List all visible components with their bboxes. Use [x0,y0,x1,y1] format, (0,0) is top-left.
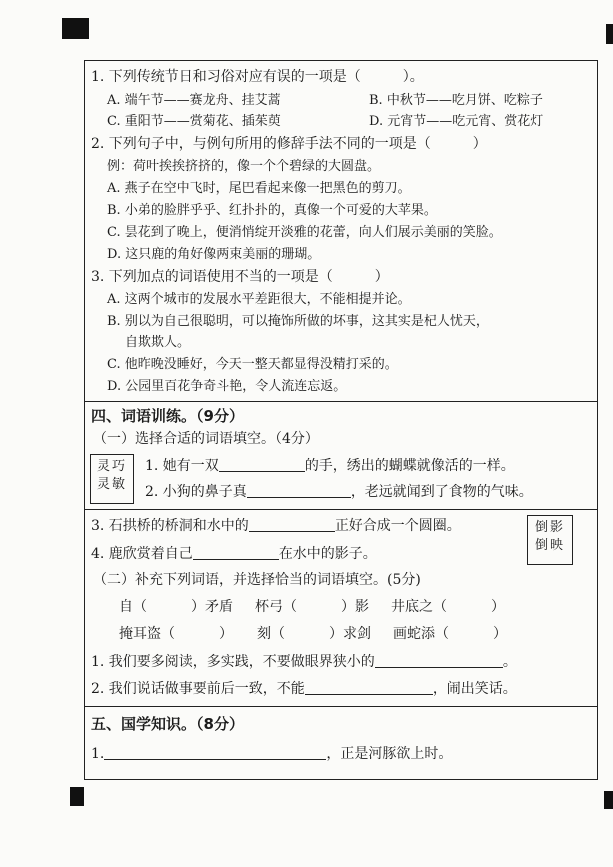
q3-stem: 3. 下列加点的词语使用不当的一项是（ ） [91,269,389,285]
poem-line-1: 1. ，正是河豚欲上时。 [91,746,453,762]
word-choice-box-2 [527,515,573,565]
poem-blank-1[interactable] [104,745,326,760]
q3-option-b-line2: 自欺欺人。 [125,335,191,350]
word-choice-box-1 [90,454,134,504]
word-choice-daoying-reflect: 倒映 [534,538,565,553]
q1-stem: 1. 下列传统节日和习俗对应有误的一项是（ ）。 [91,69,424,85]
q2-option-c: C. 昙花到了晚上，便消悄绽开淡雅的花蕾，向人们展示美丽的笑脸。 [107,225,502,240]
blank-5[interactable] [375,653,503,668]
q1-option-c: C. 重阳节——赏菊花、插茱萸 [107,114,281,129]
fill-sentence-2: 2. 小狗的鼻子真 ，老远就闻到了食物的气味。 [145,484,533,500]
section4-part1-heading: （一）选择合适的词语填空。（4分） [93,431,319,447]
blank-1[interactable] [219,457,305,472]
q2-option-d: D. 这只鹿的角好像两束美丽的珊瑚。 [107,247,321,262]
q3-option-a: A. 这两个城市的发展水平差距很大，不能相提并论。 [107,292,411,307]
blank-2[interactable] [247,483,351,498]
fill-sentence-6: 2. 我们说话做事要前后一致，不能 ，闹出笑话。 [91,681,517,697]
word-choice-lingmin: 灵敏 [96,477,127,492]
registration-mark-top-right [606,24,613,44]
q1-option-d: D. 元宵节——吃元宵、赏花灯 [369,114,544,129]
q1-option-a: A. 端午节——赛龙舟、挂艾蒿 [107,93,281,108]
idiom-row-1: 自（ ）矛盾 杯弓（ ）影 井底之（ ） [119,599,505,615]
blank-6[interactable] [305,680,433,695]
idiom-row-2: 掩耳盗（ ） 刻（ ）求剑 画蛇添（ ） [119,626,507,642]
q2-stem: 2. 下列句子中，与例句所用的修辞手法不同的一项是（ ） [91,136,487,152]
section4-part2-heading: （二）补充下列词语，并选择恰当的词语填空。(5分) [93,572,421,588]
fill-sentence-3: 3. 石拱桥的桥洞和水中的 正好合成一个圆圈。 [91,518,461,534]
q3-option-d: D. 公园里百花争奇斗艳，令人流连忘返。 [107,379,347,394]
blank-4[interactable] [193,545,279,560]
exam-frame [84,60,598,780]
q2-option-a: A. 燕子在空中飞时，尾巴看起来像一把黑色的剪刀。 [107,181,411,196]
q2-example: 例：荷叶挨挨挤挤的，像一个个碧绿的大圆盘。 [107,159,381,174]
q2-option-b: B. 小弟的脸胖乎乎、红扑扑的，真像一个可爱的大苹果。 [107,203,437,218]
word-choice-daoying-shadow: 倒影 [534,520,565,535]
subsection-divider [85,509,597,510]
fill-sentence-1: 1. 她有一双 的手，绣出的蝴蝶就像活的一样。 [145,458,515,474]
q3-option-c: C. 他昨晚没睡好，今天一整天都显得没精打采的。 [107,357,398,372]
q3-option-b-line1: B. 别以为自己很聪明，可以掩饰所做的坏事，这其实是杞人忧天， [107,314,489,329]
registration-mark-bottom-left [70,787,84,806]
fill-sentence-4: 4. 鹿欣赏着自己 在水中的影子。 [91,546,377,562]
registration-mark-top-left [62,18,89,39]
section5-title: 五、国学知识。（8分） [91,715,244,733]
q1-option-b: B. 中秋节——吃月饼、吃粽子 [369,93,543,108]
blank-3[interactable] [249,517,335,532]
word-choice-lingqiao: 灵巧 [96,459,127,474]
section-divider [85,401,597,402]
section4-title: 四、词语训练。（9分） [91,407,244,425]
section-divider-2 [85,706,597,707]
registration-mark-bottom-right [604,791,613,809]
fill-sentence-5: 1. 我们要多阅读，多实践，不要做眼界狭小的 。 [91,654,517,670]
